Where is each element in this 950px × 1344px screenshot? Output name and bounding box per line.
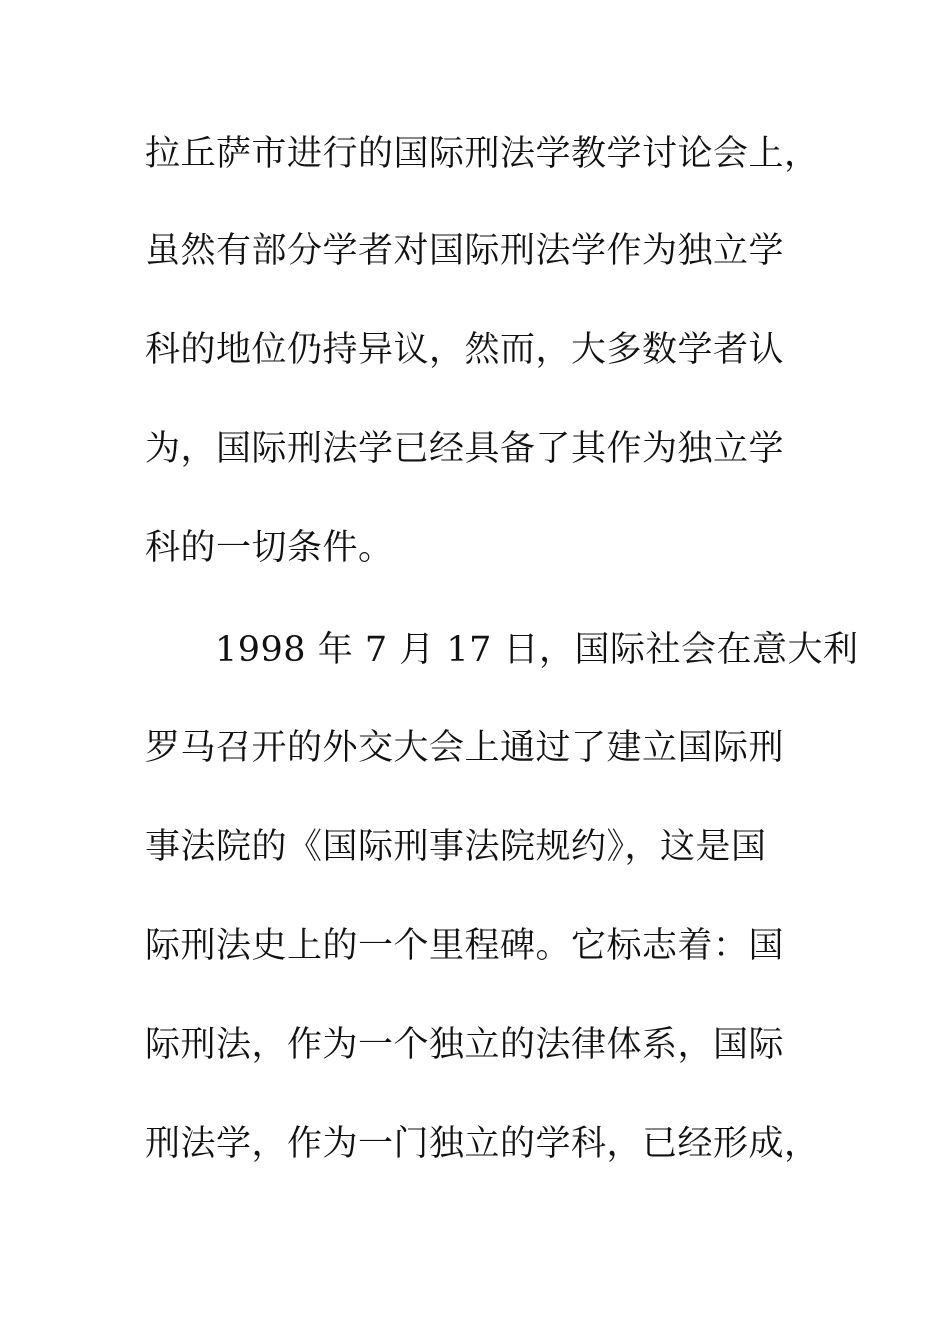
paragraph-first-line: 1998 年 7 月 17 日，国际社会在意大利	[215, 630, 859, 670]
text-line: 刑法学，作为一门独立的学科，已经形成，	[145, 1124, 820, 1164]
text-line: 虽然有部分学者对国际刑法学作为独立学	[145, 231, 785, 271]
text-line: 罗马召开的外交大会上通过了建立国际刑	[145, 728, 785, 768]
text-line: 科的地位仍持异议，然而，大多数学者认	[145, 330, 785, 370]
text-line: 际刑法，作为一个独立的法律体系，国际	[145, 1025, 785, 1065]
text-line: 际刑法史上的一个里程碑。它标志着：国	[145, 926, 785, 966]
text-line: 拉丘萨市进行的国际刑法学教学讨论会上，	[145, 134, 820, 174]
text-line: 为，国际刑法学已经具备了其作为独立学	[145, 429, 785, 469]
text-line: 事法院的《国际刑事法院规约》，这是国	[145, 827, 767, 867]
text-line: 科的一切条件。	[145, 528, 394, 568]
